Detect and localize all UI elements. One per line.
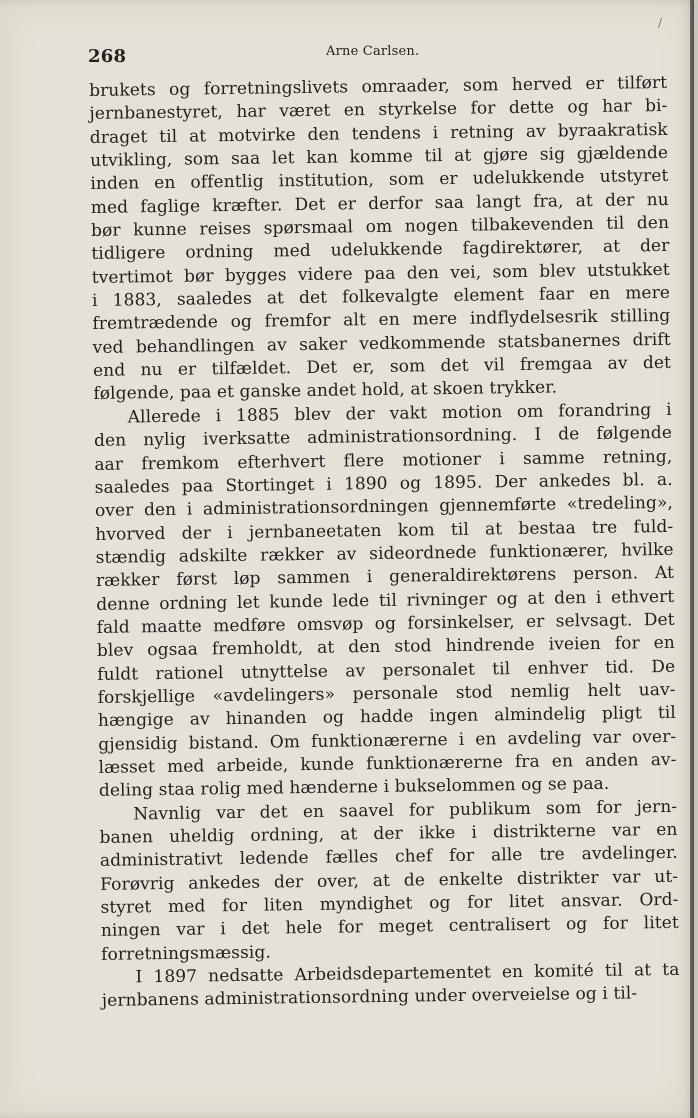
text-line: rækker først løp sammen i generaldirektørens person. At <box>95 563 675 592</box>
text-line: over den i administrationsordningen gjennemførte «tredeling», <box>94 493 674 522</box>
scan-speck: / <box>657 16 662 30</box>
text-line: gjensidig bistand. Om funktionærerne i en avdeling var over- <box>98 726 677 755</box>
text-line: blev ogsaa fremholdt, at den stod hindrende iveien for en <box>96 633 676 662</box>
text-line: administrativt ledende fælles chef for alle tre avdelinger. <box>99 843 678 872</box>
text-line: ningen var i det hele for meget centralisert og for litet <box>100 913 679 942</box>
text-line: stændig adskilte rækker av sideordnede funktionærer, hvilke <box>95 539 674 568</box>
text-line: Allerede i 1885 blev der vakt motion om forandring i <box>127 399 672 428</box>
text-line: denne ordning let kunde lede til rivninger og at den i ethvert <box>96 586 675 615</box>
running-head: Arne Carlsen. <box>326 44 420 59</box>
text-line: aar fremkom efterhvert flere motioner i samme retning, <box>94 446 673 475</box>
text-line: utvikling, som saa let kan komme til at gjøre sig gjældende <box>89 142 669 172</box>
text-line: forretningsmæssig. <box>101 942 272 965</box>
page-number: 268 <box>88 46 127 67</box>
text-line: med faglige kræfter. Det er derfor saa langt fra, at der nu <box>90 189 669 218</box>
text-line: jernbanestyret, har været en styrkelse for dette og har bi- <box>89 96 668 125</box>
text-line: ved behandlingen av saker vedkommende statsbanernes drift <box>92 329 671 358</box>
text-line: inden en offentlig institution, som er udelukkende utstyret <box>90 166 669 195</box>
paragraph <box>89 72 672 407</box>
text-line: draget til at motvirke den tendens i retning av byraakratisk <box>89 119 668 148</box>
text-line: styret med for liten myndighet og for litet ansvar. Ord- <box>100 889 679 918</box>
text-line: den nylig iverksatte administrationsordning. I de følgende <box>93 423 673 452</box>
paragraph <box>94 399 677 804</box>
text-line: hvorved der i jernbaneetaten kom til at bestaa tre fuld- <box>95 516 674 545</box>
text-line: hængige av hinanden og hadde ingen almindelig pligt til <box>97 703 677 732</box>
text-line: banen uheldig ordning, at der ikke i distrikterne var en <box>99 819 678 848</box>
text-line: bør kunne reises spørsmaal om nogen tilbakevenden til den <box>90 212 670 242</box>
page-header <box>88 44 660 72</box>
text-line: end nu er tilfældet. Det er, som det vil fremgaa av det <box>92 353 672 382</box>
text-line: tvertimot bør bygges videre paa den vei, som blev utstukket <box>91 259 670 288</box>
text-line: I 1897 nedsatte Arbeidsdepartementet en komité til at ta <box>135 959 680 988</box>
text-line: fuldt rationel utnyttelse av personalet til enhver tid. De <box>97 656 676 685</box>
text-line: jernbanens administrationsordning under overveielse og i til- <box>101 983 638 1012</box>
body-text <box>89 72 680 1014</box>
text-line: saaledes paa Stortinget i 1890 og 1895. Der ankedes bl. a. <box>94 469 673 498</box>
paragraph <box>101 959 680 1014</box>
text-line: Navnlig var det en saavel for publikum som for jern- <box>133 796 678 825</box>
paragraph <box>99 796 679 967</box>
text-line: Forøvrig ankedes der over, at de enkelte distrikter var ut- <box>100 866 679 895</box>
text-line: læsset med arbeide, kunde funktionærerne fra en anden av- <box>98 749 677 778</box>
text-line: deling staa rolig med hænderne i bukselommen og se paa. <box>98 774 610 802</box>
text-line: fremtrædende og fremfor alt en mere indflydelsesrik stilling <box>92 306 671 335</box>
text-line: i 1883, saaledes at det folkevalgte element faar en mere <box>91 283 671 312</box>
text-line: tidligere ordning med udelukkende fagdirektører, at der <box>91 236 670 265</box>
page-edge-shadow <box>690 0 694 1118</box>
text-line: forskjellige «avdelingers» personale stod nemlig helt uav- <box>97 679 676 708</box>
text-line: brukets og forretningslivets omraader, som herved er tilført <box>89 72 668 101</box>
text-line: følgende, paa et ganske andet hold, at skoen trykker. <box>93 377 558 405</box>
text-line: fald maatte medføre omsvøp og forsinkelser, er selvsagt. Det <box>96 609 675 638</box>
